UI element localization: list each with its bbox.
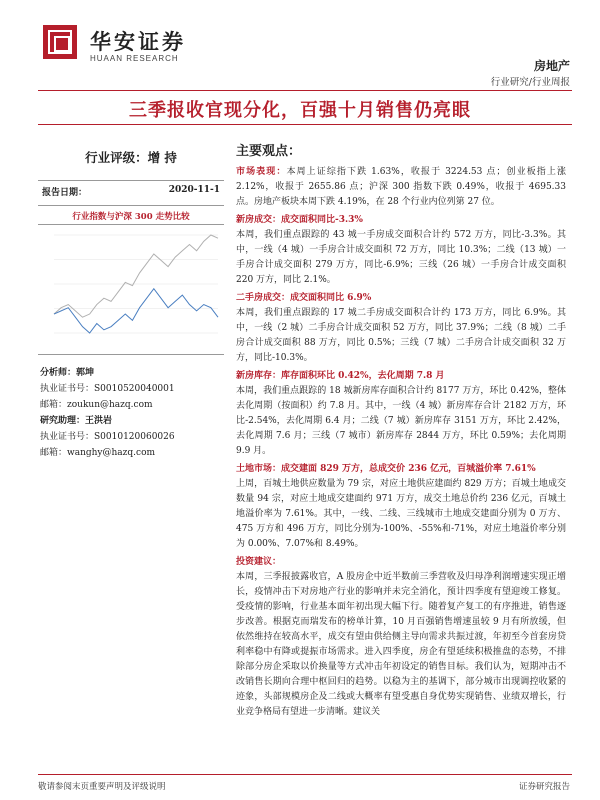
sector-label: 房地产: [533, 59, 570, 73]
main-heading: 主要观点：: [236, 144, 302, 159]
para-text: 本周，我们重点跟踪的 43 城一手房成交面积合计约 572 万方，同比-3.3%。其中，一线（4 城）一手房合计成交面积 72 万方，同比 10.3%；二线（13 城）一手房合计成交面积 279 万方，同比-6.9%；三线（26 城）一手房合计成交面积 220 万方，同比 2.1%。: [236, 230, 566, 285]
para-lead: 新房库存：库存面积环比 0.42%，去化周期 7.8 月: [236, 371, 445, 381]
assistant-email[interactable]: 邮箱：wanghy@hazq.com: [40, 448, 156, 458]
rating-value: 增 持: [147, 150, 177, 165]
para-newhouse: [236, 213, 566, 288]
para-lead: 市场表现：: [236, 167, 287, 177]
logo-mark-icon: [43, 25, 77, 59]
para-text: 本周，我们重点跟踪的 17 城二手房成交面积合计约 173 万方，同比 6.9%。其中，一线（2 城）二手房合计成交面积 52 万方，同比 37.9%；二线（8 城）二手房合计成交面积 88 万方，同比 0.5%；三线（7 城）二手房合计成交面积 32 万方，同比-10.3%。: [236, 308, 566, 363]
para-inventory: [236, 369, 566, 459]
date-label: 报告日期：: [42, 188, 88, 198]
analyst-line: [40, 365, 224, 381]
assistant-name: 王洪岩: [85, 416, 113, 426]
para-market: [236, 165, 566, 210]
para-secondhand: [236, 291, 566, 366]
para-invest: [236, 555, 566, 720]
chart-series-line-1: [54, 289, 218, 333]
assistant-line: [40, 413, 224, 429]
index-chart: [38, 225, 224, 355]
para-text: 本周，我们重点跟踪的 18 城新房库存面积合计约 8177 万方，环比 0.42%，整体去化周期（按面积）约 7.8 月。其中，一线（4 城）新房库存合计 2182 万方，环比-2.54%，去化周期 6.4 月；二线（7 城）新房库存 3151 万方，环比 2.42%，去化周期 7.6 月；三线（7 城市）新房库存 2844 万方，环比 0.59%；去化周期 9.9 月。: [236, 386, 566, 456]
analyst-cert: 执业证书号：S0010520040001: [40, 384, 175, 394]
report-date: [38, 180, 224, 206]
logo-en: HUAAN RESEARCH: [90, 54, 179, 63]
para-text: 本周上证综指下跌 1.63%，收报于 3224.53 点；创业板指上涨 2.12%，收报于 2655.86 点；沪深 300 指数下跌 0.49%，收报于 4695.33 点。房地产板块本周下跌 4.19%，在 28 个行业内位列第 27 位。: [236, 167, 566, 207]
left-sidebar: [38, 142, 224, 461]
chart-title: 行业指数与沪深 300 走势比较: [38, 206, 224, 225]
rating-label: 行业评级：: [85, 150, 148, 165]
analyst-email[interactable]: 邮箱：zoukun@hazq.com: [40, 400, 153, 410]
analyst-info: [38, 365, 224, 461]
assistant-cert: 执业证书号：S0010120060026: [40, 432, 175, 442]
para-lead: 新房成交：成交面积同比-3.3%: [236, 215, 363, 225]
date-value: 2020-11-1: [168, 185, 220, 195]
chart-svg: [38, 225, 224, 355]
assistant-label: 研究助理：: [40, 416, 86, 426]
analyst-label: 分析师：: [40, 368, 77, 378]
footer-disclaimer: 敬请参阅末页重要声明及评级说明: [38, 782, 166, 792]
footer-label: 证券研究报告: [518, 782, 570, 792]
para-text: 上周，百城土地供应数量为 79 宗，对应土地供应建面约 829 万方；百城土地成交数量 94 宗，对应土地成交建面约 971 万方，成交土地总价约 236 亿元，百城土地溢价率为 7.61%。其中，一线、二线、三线城市土地成交建面分别为 0 万方、475 万方和 496 万方，同比分别为-100%、-55%和-71%，对应土地溢价率分别为 0.00%、7.07%和 8.49%。: [236, 479, 566, 549]
para-land: [236, 462, 566, 552]
logo-cn: 华安证券: [90, 29, 186, 54]
chart-series-line-0: [54, 235, 218, 317]
para-lead: 土地市场：成交建面 829 万方，总成交价 236 亿元，百城溢价率 7.61%: [236, 464, 536, 474]
title-divider: [38, 124, 572, 125]
para-text: 本周，三季报披露收官，A 股房企中近半数前三季营收及归母净利润增速实现正增长，疫情冲击下对房地产行业的影响并未完全消化，预计四季度有望迎竣工修复。受疫情的影响，行业基本面年初出现大幅下行。随着复产复工的有序推进，销售逐步改善。根据克而瑞发布的榜单计算，10 月百强销售增速虽较 9 月有所放缓，但依然维持在较高水平，成交有望由供给侧主导向需求共振过渡，年初至今首套房贷利率稳中有降或提振市场需求。进入四季度，房企有望延续积极推盘的态势，不排除部分房企采取以价换量等方式冲击年初设定的销售目标。我们认为，短期冲击不改销售长期向合理中枢回归的趋势。以稳为主的基调下，部分城市出现调控收紧的迹象，头部规模房企及二线或大概率有望受惠自身优势实现销售、业绩双增长，行业竞争格局有望进一步清晰。建议关: [236, 572, 566, 717]
main-content: [236, 144, 566, 723]
industry-rating: [38, 148, 224, 166]
para-lead: 投资建议：: [236, 557, 282, 567]
footer-divider: [38, 774, 572, 775]
analyst-name: 郭坤: [76, 368, 95, 378]
header-divider: [38, 90, 572, 91]
para-lead: 二手房成交：成交面积同比 6.9%: [236, 293, 372, 303]
report-type: 行业研究/行业周报: [490, 77, 570, 88]
report-title: 三季报收官现分化，百强十月销售仍亮眼: [129, 100, 471, 121]
